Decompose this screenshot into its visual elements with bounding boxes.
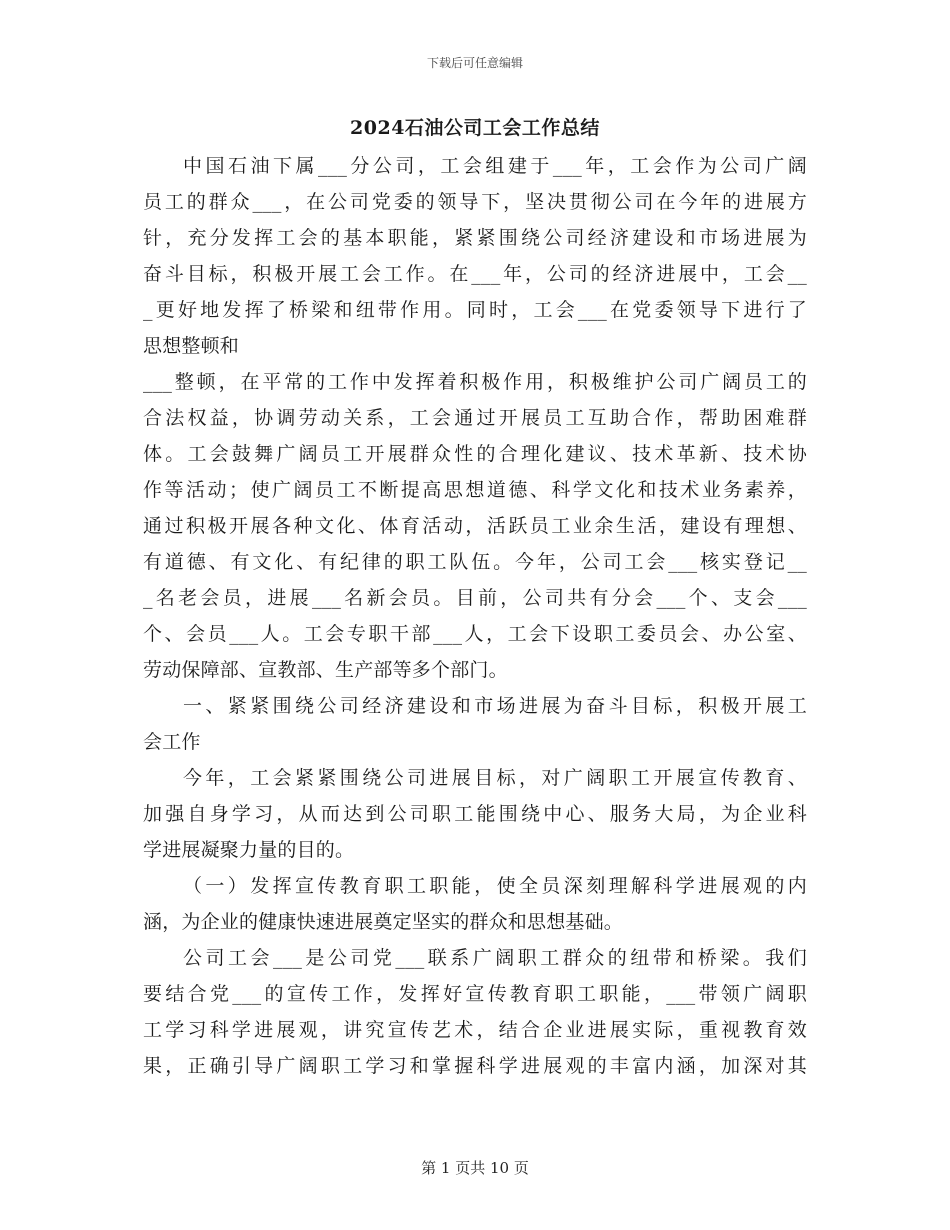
body-line: 学进展凝聚力量的目的。 [143,839,355,861]
body-line: _更好地发挥了桥梁和纽带作用。同时，工会___在党委领导下进行了 [143,299,807,321]
document-title: 2024石油公司工会工作总结 [350,117,600,139]
body-line: 会工作 [143,731,201,753]
body-line: 劳动保障部、宣教部、生产部等多个部门。 [143,659,508,681]
body-line: 果，正确引导广阔职工学习和掌握科学进展观的丰富内涵，加深对其 [143,1055,807,1077]
body-line: 体。工会鼓舞广阔员工开展群众性的合理化建议、技术革新、技术协 [143,443,807,465]
body-line: _名老会员，进展___名新会员。目前，公司共有分会___个、支会___ [143,587,807,609]
body-line: 针，充分发挥工会的基本职能，紧紧围绕公司经济建设和市场进展为 [143,227,807,249]
body-line: 合法权益，协调劳动关系，工会通过开展员工互助合作，帮助困难群 [143,407,807,429]
document-body [143,148,807,1084]
body-line: 加强自身学习，从而达到公司职工能围绕中心、服务大局，为企业科 [143,803,807,825]
body-line: 一、紧紧围绕公司经济建设和市场进展为奋斗目标，积极开展工 [183,695,807,717]
body-line: （一）发挥宣传教育职工职能，使全员深刻理解科学进展观的内 [183,875,807,897]
body-line: 思想整顿和 [143,335,240,357]
body-line: 要结合党___的宣传工作，发挥好宣传教育职工职能，___带领广阔职 [143,983,807,1005]
page-footer: 第 1 页共 10 页 [421,1159,529,1177]
body-line: 有道德、有文化、有纪律的职工队伍。今年，公司工会___核实登记__ [143,551,807,573]
body-line: 员工的群众___，在公司党委的领导下，坚决贯彻公司在今年的进展方 [143,191,807,213]
body-line: 工学习科学进展观，讲究宣传艺术，结合企业进展实际，重视教育效 [143,1019,807,1041]
body-line: 中国石油下属___分公司，工会组建于___年，工会作为公司广阔 [183,155,807,177]
header-note: 下载后可任意编辑 [426,56,523,70]
body-line: 通过积极开展各种文化、体育活动，活跃员工业余生活，建设有理想、 [143,515,807,537]
body-line: 作等活动；使广阔员工不断提高思想道德、科学文化和技术业务素养， [143,479,807,501]
body-line: ___整顿，在平常的工作中发挥着积极作用，积极维护公司广阔员工的 [143,371,807,393]
body-line: 今年，工会紧紧围绕公司进展目标，对广阔职工开展宣传教育、 [183,767,807,789]
body-line: 涵，为企业的健康快速进展奠定坚实的群众和思想基础。 [143,911,624,933]
body-line: 奋斗目标，积极开展工会工作。在___年，公司的经济进展中，工会__ [143,263,807,285]
body-line: 个、会员___人。工会专职干部___人，工会下设职工委员会、办公室、 [143,623,807,645]
body-line: 公司工会___是公司党___联系广阔职工群众的纽带和桥梁。我们 [183,947,807,969]
